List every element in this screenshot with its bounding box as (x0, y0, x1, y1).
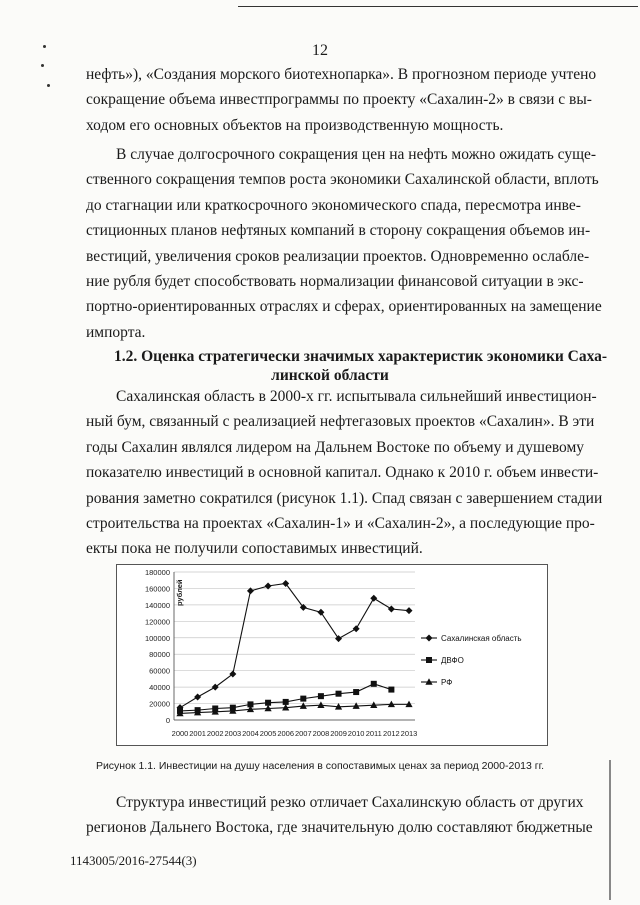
data-point (388, 687, 394, 693)
text-line: до стагнации или краткосрочного экономического спада, пересмотра инве- (86, 196, 581, 214)
text-line: ственного сокращения темпов роста экономики Сахалинской области, вплоть (86, 171, 599, 189)
text-line: ходом его основных объектов на производственную мощность. (86, 116, 504, 134)
scan-speck (47, 84, 50, 87)
paragraph-3 (86, 384, 603, 562)
text-line: портно-ориентированных отраслях и сферах, ориентированных на замещение (86, 298, 602, 316)
legend-label: ДВФО (441, 656, 464, 665)
x-tick-label: 2012 (383, 729, 400, 738)
text-line: строительства на проектах «Сахалин-1» и «Сахалин-2», а последующие про- (86, 514, 595, 532)
x-tick-label: 2008 (312, 729, 330, 738)
margin-mark (609, 760, 611, 900)
x-tick-label: 2013 (400, 729, 418, 738)
text-line: сокращение объема инвестпрограммы по проекту «Сахалин-2» в связи с вы- (86, 91, 592, 109)
section-heading (86, 347, 608, 385)
data-point (336, 691, 342, 697)
data-point (370, 595, 377, 602)
y-tick-label: 80000 (149, 650, 170, 660)
text-line: годы Сахалин являлся лидером на Дальнем Востоке по объему и душевому (86, 438, 585, 456)
legend-marker (426, 635, 433, 642)
data-point (353, 689, 359, 695)
y-tick-label: 20000 (149, 699, 170, 709)
y-tick-label: 120000 (144, 617, 170, 627)
text-line: Структура инвестиций резко отличает Сахалинскую область от других (116, 794, 584, 811)
x-tick-label: 2003 (224, 729, 242, 738)
paragraph-4 (86, 790, 593, 841)
paragraph-2 (86, 142, 602, 345)
text-line: екты пока не получили сопоставимых инвестиций. (86, 540, 423, 558)
y-tick-label: 180000 (144, 568, 170, 577)
legend-marker (426, 657, 432, 663)
data-point (371, 681, 377, 687)
data-point (335, 635, 342, 642)
page-number: 12 (312, 42, 328, 59)
data-point (317, 701, 324, 708)
scan-speck (41, 64, 44, 67)
text-line: ный бум, связанный с реализацией нефтегазовых проектов «Сахалин». В эти (86, 413, 595, 431)
data-point (353, 625, 360, 632)
text-line: В случае долгосрочного сокращения цен на нефть можно ожидать суще- (116, 146, 597, 163)
text-line: Сахалинская область в 2000-х гг. испытывала сильнейший инвестицион- (116, 388, 597, 405)
y-tick-label: 100000 (144, 633, 170, 643)
y-tick-label: 140000 (144, 600, 170, 610)
top-rule (238, 6, 638, 7)
data-point (300, 696, 306, 702)
figure-caption: Рисунок 1.1. Инвестиции на душу населения в сопоставимых ценах за период 2000-2013 гг. (95, 760, 545, 772)
text-line: регионов Дальнего Востока, где значительную долю составляют бюджетные (86, 819, 593, 837)
legend-label: Сахалинская область (441, 634, 522, 643)
data-point (318, 693, 324, 699)
text-line: стиционных планов нефтяных компаний в сторону сокращения объемов ин- (86, 222, 591, 240)
data-point (317, 609, 324, 616)
x-tick-label: 2002 (206, 729, 224, 738)
y-tick-label: 0 (165, 716, 170, 725)
investment-chart (116, 564, 548, 746)
text-line: нефть»), «Создания морского биотехнопарка». В прогнозном периоде учтено (86, 66, 597, 83)
text-line: вестиций, увеличения сроков реализации проектов. Одновременно ослабле- (86, 247, 590, 265)
x-tick-label: 2010 (347, 729, 365, 738)
data-point (388, 606, 395, 613)
x-tick-label: 2000 (171, 729, 189, 738)
x-tick-label: 2004 (242, 729, 259, 738)
y-tick-label: 160000 (144, 584, 170, 594)
document-code: 1143005/2016-27544(3) (70, 853, 197, 868)
x-tick-label: 2011 (365, 729, 382, 738)
chart-svg (117, 565, 547, 745)
text-line: показателю инвестиций в основной капитал. Однако к 2010 г. объем инвести- (86, 464, 599, 482)
x-tick-label: 2009 (330, 729, 347, 738)
heading-line: линской области (271, 367, 389, 384)
text-line: рования заметно сократился (рисунок 1.1). Спад связан с завершением стадии (86, 489, 603, 507)
data-point (194, 693, 201, 700)
x-tick-label: 2006 (277, 729, 295, 738)
text-line: ние рубля будет способствовать нормализации финансовой ситуации в экс- (86, 272, 584, 290)
text-line: импорта. (86, 323, 146, 341)
x-tick-label: 2007 (294, 729, 312, 738)
heading-line: 1.2. Оценка стратегически значимых характеристик экономики Саха- (114, 348, 608, 365)
y-tick-label: 40000 (149, 683, 170, 693)
y-axis-label: рублей (175, 579, 184, 606)
data-point (406, 607, 413, 614)
y-tick-label: 60000 (149, 666, 170, 676)
x-tick-label: 2005 (259, 729, 277, 738)
x-tick-label: 2001 (189, 729, 206, 738)
paragraph-1 (86, 62, 597, 138)
legend-label: РФ (441, 678, 453, 687)
